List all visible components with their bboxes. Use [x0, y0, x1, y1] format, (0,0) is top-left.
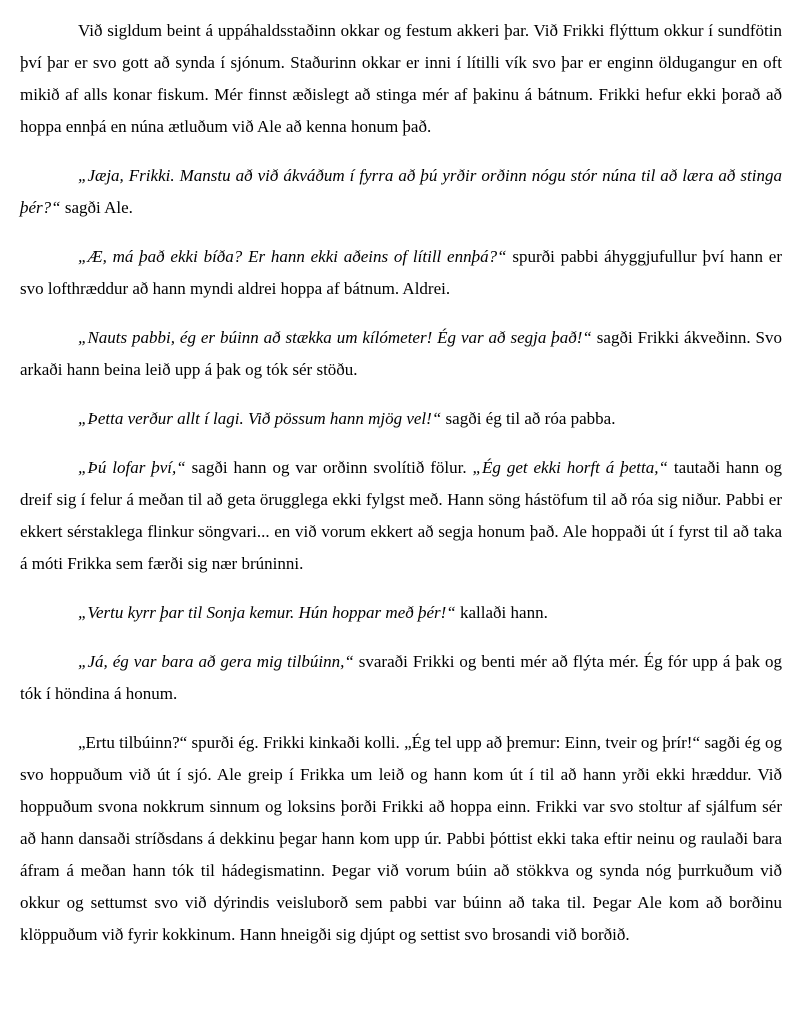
narration-text: spurði pabbi áhyggjufullur því hann er svo lofthræddur að hann myndi aldrei hoppa af bátnum. Aldrei. — [20, 247, 782, 298]
narration-text: Við sigldum beint á uppáhaldsstaðinn okkar og festum akkeri þar. Við Frikki flýttum okkur í sundfötin því þar er svo gott að synda í sjónum. Staðurinn okkar er inni í lítilli vík svo þar er enginn öldugangur en oft mikið af alls konar fiskum. Mér finnst æðislegt að stinga mér af þakinu á bátnum. Frikki hefur ekki þorað að hoppa ennþá en núna ætluðum við Ale að kenna honum það. — [20, 21, 782, 136]
paragraph-5 — [20, 403, 782, 435]
paragraph-6 — [20, 452, 782, 580]
narration-text: sagði Ale. — [60, 198, 133, 217]
paragraph-2 — [20, 160, 782, 224]
paragraph-7 — [20, 597, 782, 629]
dialogue-quote: „Vertu kyrr þar til Sonja kemur. Hún hoppar með þér!“ — [78, 603, 456, 622]
narration-text: kallaði hann. — [455, 603, 548, 622]
paragraph-8 — [20, 646, 782, 710]
narration-text: „Ertu tilbúinn?“ spurði ég. Frikki kinkaði kolli. „Ég tel upp að þremur: Einn, tveir og þrír!“ sagði ég og svo hoppuðum við út í sjó. Ale greip í Frikka um leið og hann kom út í til að hann yrði ekki hræddur. Við hoppuðum svona nokkrum sinnum og loksins þorði Frikki að hoppa einn. Frikki var svo stoltur af sjálfum sér að hann dansaði stríðsdans á dekkinu þegar hann kom upp úr. Pabbi þóttist ekki taka eftir neinu og raulaði bara áfram á meðan hann tók til hádegismatinn. Þegar við vorum búin að stökkva og synda nóg þurrkuðum við okkur og settumst svo við dýrindis veisluborð sem pabbi var búinn að taka til. Þegar Ale kom að borðinu klöppuðum við fyrir kokkinum. Hann hneigði sig djúpt og settist svo brosandi við borðið. — [20, 733, 782, 944]
paragraph-3 — [20, 241, 782, 305]
dialogue-quote: „Jæja, Frikki. Manstu að við ákváðum í fyrra að þú yrðir orðinn nógu stór núna til að læra að stinga þér?“ — [20, 166, 782, 217]
narration-text: sagði Frikki ákveðinn. Svo arkaði hann beina leið upp á þak og tók sér stöðu. — [20, 328, 782, 379]
dialogue-quote: „Þetta verður allt í lagi. Við pössum hann mjög vel!“ — [78, 409, 442, 428]
narration-text: sagði ég til að róa pabba. — [441, 409, 616, 428]
paragraph-1 — [20, 15, 782, 143]
narration-text: svaraði Frikki og benti mér að flýta mér. Ég fór upp á þak og tók í höndina á honum. — [20, 652, 782, 703]
narration-text: tautaði hann og dreif sig í felur á meðan til að geta örugglega ekki fylgst með. Hann söng hástöfum til að róa sig niður. Pabbi er ekkert sérstaklega flinkur söngvari... en við vorum ekkert að segja honum það. Ale hoppaði út í fyrst til að taka á móti Frikka sem færði sig nær brúninni. — [20, 458, 783, 573]
dialogue-quote: „Þú lofar því,“ — [78, 458, 186, 477]
paragraph-4 — [20, 322, 782, 386]
dialogue-quote: „Nauts pabbi, ég er búinn að stækka um kílómeter! Ég var að segja það!“ — [78, 328, 592, 347]
paragraph-9 — [20, 727, 782, 951]
story-text — [20, 15, 782, 951]
dialogue-quote: „Æ, má það ekki bíða? Er hann ekki aðeins of lítill ennþá?“ — [78, 247, 507, 266]
narration-text: sagði hann og var orðinn svolítið fölur. — [185, 458, 473, 477]
dialogue-quote: „Já, ég var bara að gera mig tilbúinn,“ — [78, 652, 354, 671]
dialogue-quote: „Ég get ekki horft á þetta,“ — [472, 458, 668, 477]
